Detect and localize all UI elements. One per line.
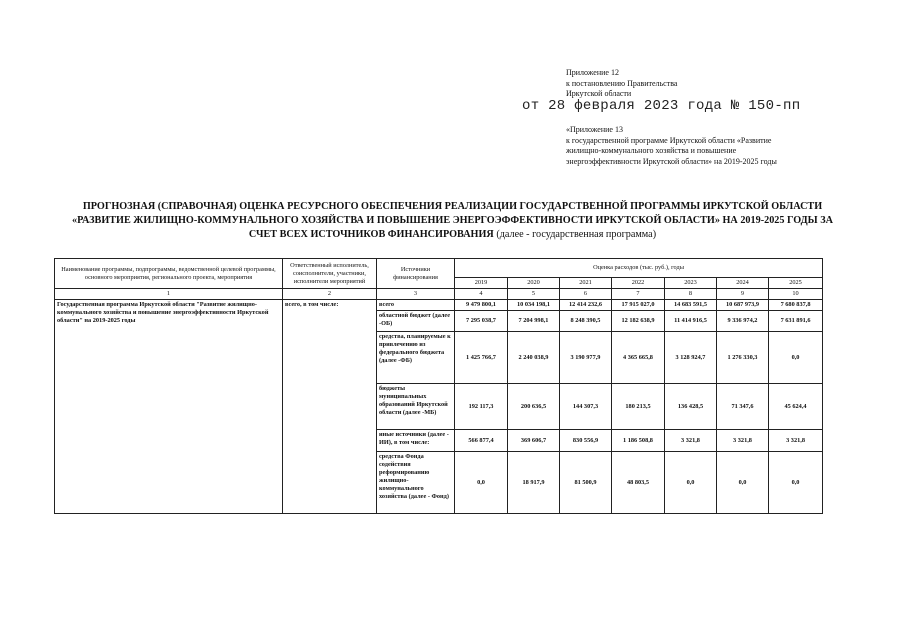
annex-reference	[566, 125, 777, 167]
header-source: Источники финансирования	[377, 259, 455, 289]
value-cell: 2 240 038,9	[508, 332, 560, 384]
source-cell: средства, планируемые к привлечению из федерального бюджета (далее -ФБ)	[377, 332, 455, 384]
header-cost: Оценка расходов (тыс. руб.), годы	[455, 259, 823, 278]
column-number: 6	[560, 289, 612, 300]
table-row	[55, 300, 823, 311]
column-number: 2	[283, 289, 377, 300]
value-cell: 9 479 800,1	[455, 300, 508, 311]
column-number: 7	[612, 289, 665, 300]
column-number: 1	[55, 289, 283, 300]
column-number: 3	[377, 289, 455, 300]
value-cell: 7 204 998,1	[508, 311, 560, 332]
value-cell: 3 321,8	[769, 430, 823, 452]
year-header: 2024	[717, 278, 769, 289]
column-number: 4	[455, 289, 508, 300]
year-header: 2019	[455, 278, 508, 289]
year-header: 2025	[769, 278, 823, 289]
value-cell: 3 321,8	[665, 430, 717, 452]
value-cell: 0,0	[665, 452, 717, 514]
title-line: ПРОГНОЗНАЯ (СПРАВОЧНАЯ) ОЦЕНКА РЕСУРСНОГО ОБЕСПЕЧЕНИЯ РЕАЛИЗАЦИИ ГОСУДАРСТВЕННОЙ ПРОГРАММЫ ИРКУТСКОЙ ОБЛАСТИ	[82, 201, 823, 212]
title-line-bold: СЧЕТ ВСЕХ ИСТОЧНИКОВ ФИНАНСИРОВАНИЯ	[248, 229, 494, 240]
document-title	[40, 200, 865, 242]
header-program-name: Наименование программы, подпрограммы, ведомственной целевой программы, основного мероприятия, регионального проекта, мероприятия	[55, 259, 283, 289]
value-cell: 0,0	[769, 452, 823, 514]
value-cell: 1 276 330,3	[717, 332, 769, 384]
value-cell: 48 803,5	[612, 452, 665, 514]
value-cell: 0,0	[455, 452, 508, 514]
value-cell: 3 190 977,9	[560, 332, 612, 384]
year-header: 2020	[508, 278, 560, 289]
annex-line: Приложение 12	[566, 68, 619, 77]
value-cell: 3 128 924,7	[665, 332, 717, 384]
title-line: «РАЗВИТИЕ ЖИЛИЩНО-КОММУНАЛЬНОГО ХОЗЯЙСТВА И ПОВЫШЕНИЕ ЭНЕРГОЭФФЕКТИВНОСТИ ИРКУТСКОЙ ОБЛАСТИ» НА 2019-2025 ГОДЫ ЗА	[72, 215, 833, 226]
annex-line: Иркутской области	[566, 89, 632, 98]
value-cell: 81 500,9	[560, 452, 612, 514]
value-cell: 0,0	[769, 332, 823, 384]
value-cell: 18 917,9	[508, 452, 560, 514]
year-header: 2021	[560, 278, 612, 289]
column-number: 5	[508, 289, 560, 300]
value-cell: 3 321,8	[717, 430, 769, 452]
value-cell: 200 636,5	[508, 384, 560, 430]
column-number: 10	[769, 289, 823, 300]
source-cell: бюджеты муниципальных образований Иркутской области (далее -МБ)	[377, 384, 455, 430]
value-cell: 1 425 766,7	[455, 332, 508, 384]
value-cell: 10 034 198,1	[508, 300, 560, 311]
value-cell: 17 915 027,0	[612, 300, 665, 311]
value-cell: 71 347,6	[717, 384, 769, 430]
budget-table	[54, 258, 823, 514]
column-number: 9	[717, 289, 769, 300]
value-cell: 1 186 508,8	[612, 430, 665, 452]
source-cell: областной бюджет (далее -ОБ)	[377, 311, 455, 332]
value-cell: 830 556,9	[560, 430, 612, 452]
value-cell: 8 248 390,5	[560, 311, 612, 332]
annex-line: «Приложение 13	[566, 125, 623, 134]
resolution-stamp: от 28 февраля 2023 года № 150-пп	[522, 98, 801, 114]
value-cell: 11 414 916,5	[665, 311, 717, 332]
annex-line: к государственной программе Иркутской области «Развитие	[566, 135, 772, 145]
annex-line: жилищно-коммунального хозяйства и повышение	[566, 146, 737, 155]
value-cell: 136 428,5	[665, 384, 717, 430]
value-cell: 4 365 665,8	[612, 332, 665, 384]
value-cell: 192 117,3	[455, 384, 508, 430]
value-cell: 10 687 973,9	[717, 300, 769, 311]
annex-line: к постановлению Правительства	[566, 78, 678, 88]
value-cell: 7 295 038,7	[455, 311, 508, 332]
value-cell: 0,0	[717, 452, 769, 514]
year-header: 2023	[665, 278, 717, 289]
annex-line: энергоэффективности Иркутской области» на 2019-2025 годы	[566, 156, 777, 166]
value-cell: 144 307,3	[560, 384, 612, 430]
value-cell: 180 213,5	[612, 384, 665, 430]
value-cell: 7 680 837,8	[769, 300, 823, 311]
value-cell: 566 877,4	[455, 430, 508, 452]
year-header: 2022	[612, 278, 665, 289]
source-cell: иные источники (далее - ИИ), в том числе:	[377, 430, 455, 452]
value-cell: 9 336 974,2	[717, 311, 769, 332]
program-name-cell: Государственная программа Иркутской области "Развитие жилищно-коммунального хозяйства и повышение энергоэффективности Иркутской области" на 2019-2025 годы	[55, 300, 283, 514]
value-cell: 12 182 638,9	[612, 311, 665, 332]
value-cell: 45 624,4	[769, 384, 823, 430]
value-cell: 7 631 891,6	[769, 311, 823, 332]
column-number: 8	[665, 289, 717, 300]
value-cell: 369 606,7	[508, 430, 560, 452]
value-cell: 14 683 591,5	[665, 300, 717, 311]
source-cell: всего	[377, 300, 455, 311]
title-line	[40, 228, 865, 242]
annex-header	[566, 68, 677, 100]
responsible-cell: всего, в том числе:	[283, 300, 377, 514]
title-line-plain: (далее - государственная программа)	[493, 229, 657, 240]
value-cell: 12 414 232,6	[560, 300, 612, 311]
header-responsible: Ответственный исполнитель, соисполнители, участники, исполнители мероприятий	[283, 259, 377, 289]
source-cell: средства Фонда содействия реформированию жилищно-коммунального хозяйства (далее - Фонд)	[377, 452, 455, 514]
